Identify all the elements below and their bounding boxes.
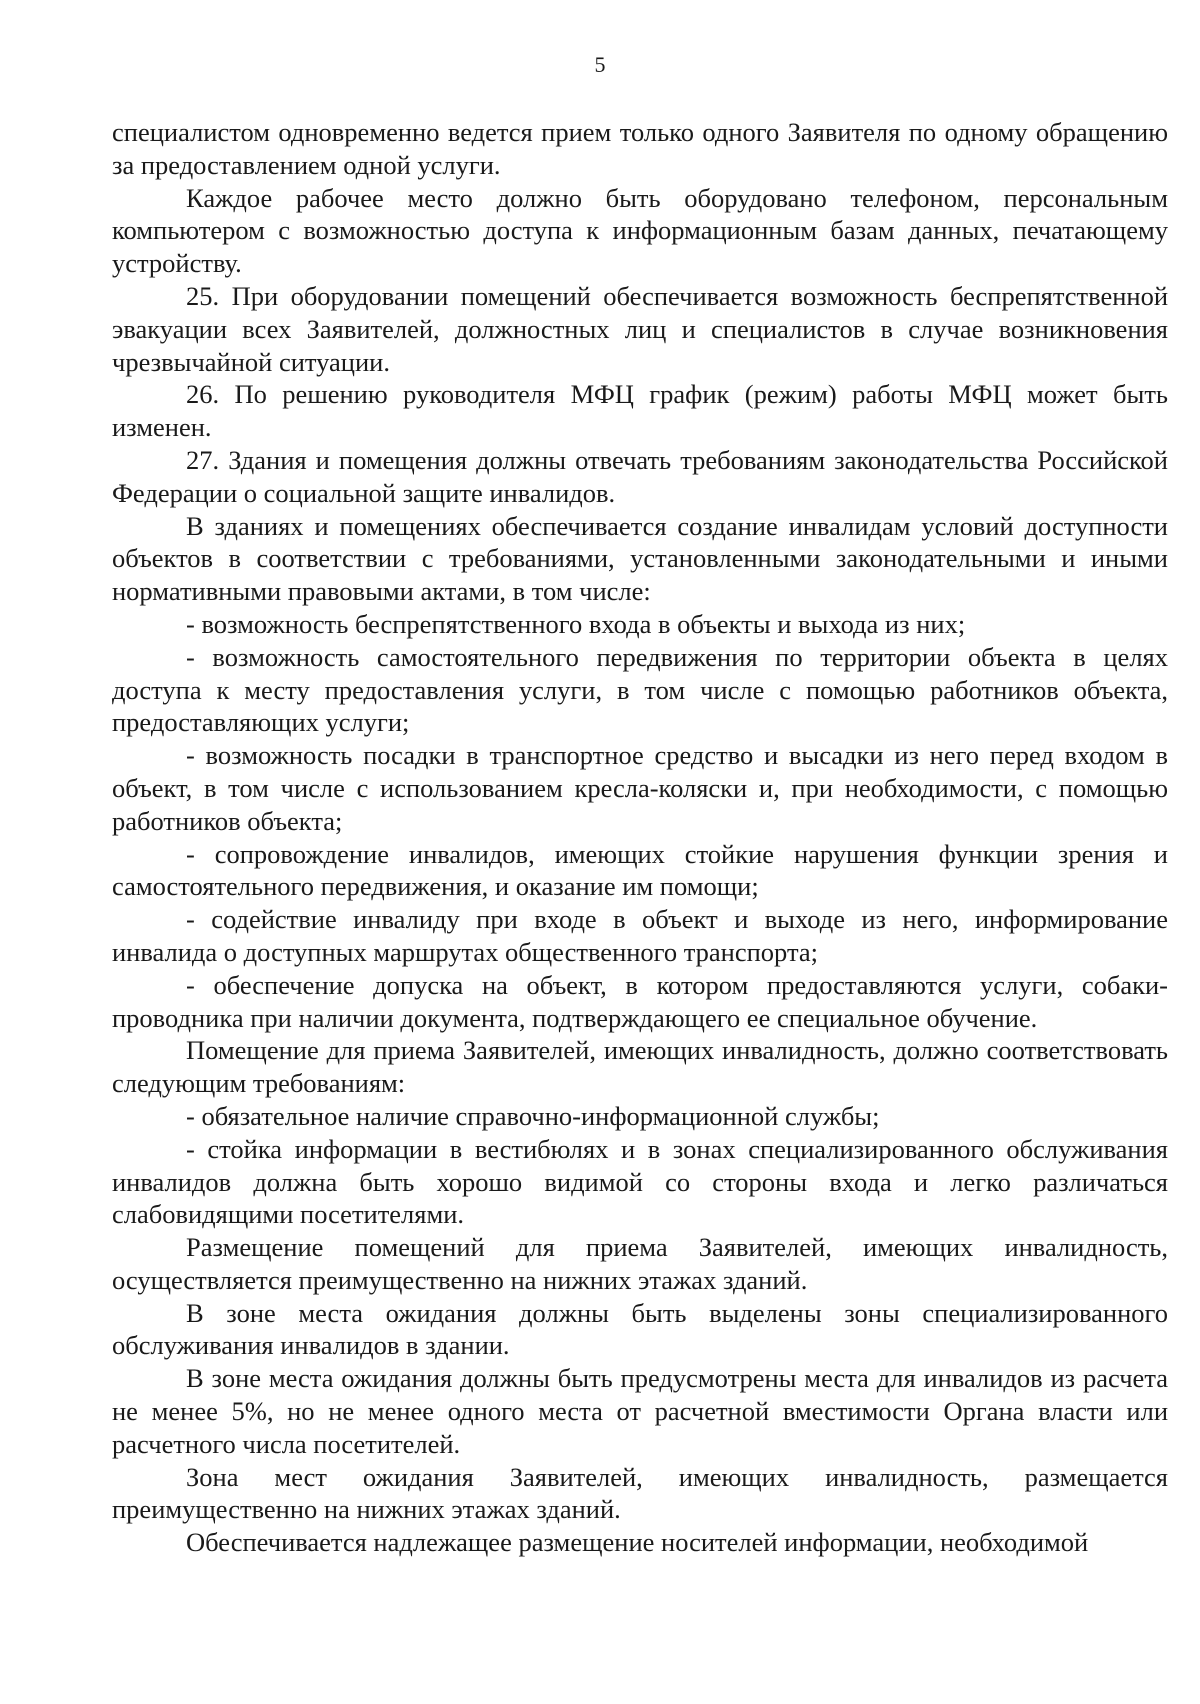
paragraph: Зона мест ожидания Заявителей, имеющих инвалидность, размещается преимущественно на нижних этажах зданий.: [112, 1461, 1168, 1525]
list-item: - обеспечение допуска на объект, в котором предоставляются услуги, собаки-проводника при наличии документа, подтверждающего ее специальное обучение.: [112, 969, 1168, 1033]
paragraph: Каждое рабочее место должно быть оборудовано телефоном, персональным компьютером с возможностью доступа к информационным базам данных, печатающему устройству.: [112, 182, 1168, 279]
paragraph: 25. При оборудовании помещений обеспечивается возможность беспрепятственной эвакуации всех Заявителей, должностных лиц и специалистов в случае возникновения чрезвычайной ситуации.: [112, 280, 1168, 377]
paragraph: 27. Здания и помещения должны отвечать требованиям законодательства Российской Федерации о социальной защите инвалидов.: [112, 444, 1168, 508]
list-item: - возможность посадки в транспортное средство и высадки из него перед входом в объект, в том числе с использованием кресла-коляски и, при необходимости, с помощью работников объекта;: [112, 740, 1168, 836]
paragraph: В зоне места ожидания должны быть предусмотрены места для инвалидов из расчета не менее 5%, но не менее одного места от расчетной вместимости Органа власти или расчетного числа посетителей.: [112, 1363, 1168, 1459]
paragraph: Помещение для приема Заявителей, имеющих инвалидность, должно соответствовать следующим требованиям:: [112, 1035, 1168, 1099]
page-number: 5: [594, 52, 606, 77]
list-item: - содействие инвалиду при входе в объект и выходе из него, информирование инвалида о доступных маршрутах общественного транспорта;: [112, 904, 1168, 967]
paragraph: В зданиях и помещениях обеспечивается создание инвалидам условий доступности объектов в соответствии с требованиями, установленными законодательными и иными нормативными правовыми актами, в том числе:: [112, 510, 1168, 607]
list-item: - возможность беспрепятственного входа в объекты и выхода из них;: [186, 608, 966, 639]
paragraph: В зоне места ожидания должны быть выделены зоны специализированного обслуживания инвалидов в здании.: [112, 1297, 1168, 1361]
list-item: - обязательное наличие справочно-информационной службы;: [186, 1100, 880, 1131]
paragraph: специалистом одновременно ведется прием только одного Заявителя по одному обращению за предоставлением одной услуги.: [112, 117, 1168, 180]
paragraph: Обеспечивается надлежащее размещение носителей информации, необходимой: [186, 1527, 1089, 1558]
paragraph: 26. По решению руководителя МФЦ график (режим) работы МФЦ может быть изменен.: [112, 379, 1168, 443]
list-item: - стойка информации в вестибюлях и в зонах специализированного обслуживания инвалидов должна быть хорошо видимой со стороны входа и легко различаться слабовидящими посетителями.: [112, 1133, 1168, 1230]
document-body: [112, 116, 1168, 1559]
list-item: - сопровождение инвалидов, имеющих стойкие нарушения функции зрения и самостоятельного передвижения, и оказание им помощи;: [112, 838, 1168, 902]
paragraph: Размещение помещений для приема Заявителей, имеющих инвалидность, осуществляется преимущественно на нижних этажах зданий.: [112, 1232, 1168, 1295]
list-item: - возможность самостоятельного передвижения по территории объекта в целях доступа к месту предоставления услуги, в том числе с помощью работников объекта, предоставляющих услуги;: [112, 641, 1168, 738]
